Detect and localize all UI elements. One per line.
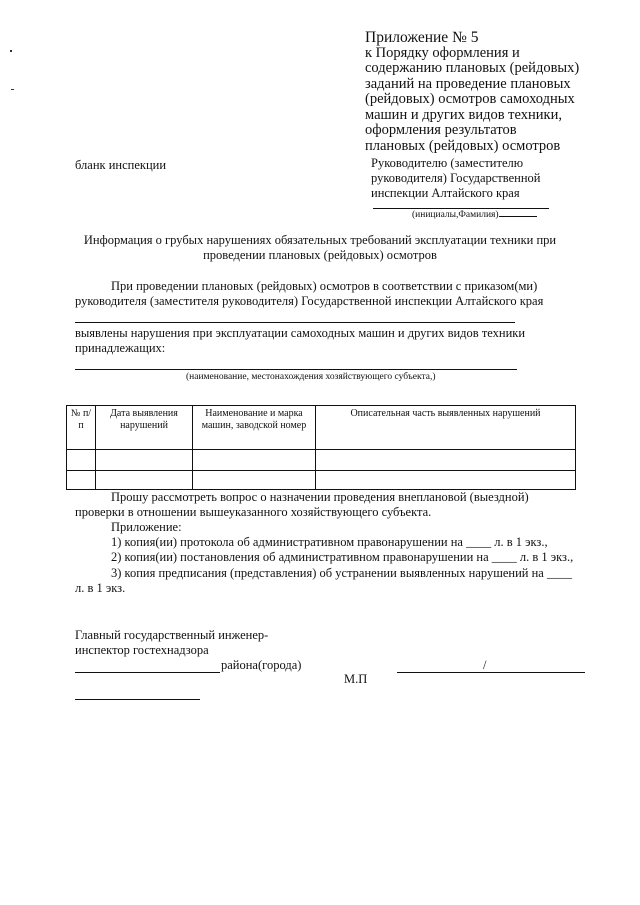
table-cell[interactable] (193, 450, 316, 471)
attachment-item-3-cont: л. в 1 экз. (75, 581, 126, 595)
table-row (67, 450, 576, 471)
subject-fill-line (75, 369, 517, 370)
date-fill-line (75, 699, 200, 700)
table-cell[interactable] (67, 450, 96, 471)
addressee-signature-line (373, 208, 549, 209)
col-header-date: Дата выявления нарушений (96, 406, 193, 450)
district-fill-line (75, 672, 220, 673)
addressee-hint (412, 210, 537, 220)
scan-speck (11, 89, 14, 90)
signature-fill-line (397, 672, 585, 673)
table-row (67, 471, 576, 490)
addressee-hint-text: (инициалы,Фамилия) (412, 210, 499, 220)
table-header-row (67, 406, 576, 450)
table-cell[interactable] (67, 471, 96, 490)
appendix-line: машин и других видов техники, (365, 106, 562, 123)
appendix-line: к Порядку оформления и (365, 44, 520, 61)
request-line-2: проверки в отношении вышеуказанного хозяйствующего субъекта. (75, 505, 432, 519)
attachment-item-1: 1) копия(ии) протокола об административном правонарушении на ____ л. в 1 экз., (111, 535, 548, 549)
title-line: проведении плановых (рейдовых) осмотров (203, 248, 437, 262)
addressee-line: инспекции Алтайского края (371, 186, 520, 200)
request-line-1: Прошу рассмотреть вопрос о назначении проведения внеплановой (выездной) (111, 490, 529, 504)
signer-title-line-1: Главный государственный инженер- (75, 628, 269, 642)
appendix-line: оформления результатов (365, 122, 517, 138)
stamp-label: М.П (344, 672, 368, 686)
scan-speck (10, 50, 12, 52)
table-cell[interactable] (96, 471, 193, 490)
appendix-block (365, 30, 605, 154)
table-cell[interactable] (96, 450, 193, 471)
intro-line-1: При проведении плановых (рейдовых) осмотров в соответствии с приказом(ми) (111, 279, 538, 293)
col-header-description: Описательная часть выявленных нарушений (316, 406, 576, 450)
blank-label: бланк инспекции (75, 158, 167, 172)
district-label: района(города) (221, 658, 302, 672)
signature-slash: / (483, 658, 487, 672)
attachment-label: Приложение: (111, 520, 182, 534)
violations-table (66, 405, 576, 490)
document-title (60, 233, 580, 263)
title-line: Информация о грубых нарушениях обязательных требований эксплуатации техники при (83, 233, 557, 247)
intro-line-4: принадлежащих: (75, 341, 166, 355)
attachment-item-3: 3) копия предписания (представления) об устранении выявленных нарушений на ____ (111, 566, 572, 580)
intro-line-2: руководителя (заместителя руководителя) Государственной инспекции Алтайского края (75, 294, 544, 308)
signer-title-line-2: инспектор гостехнадзора (75, 643, 209, 657)
subject-hint: (наименование, местонахождения хозяйствующего субъекта,) (186, 372, 436, 382)
table-cell[interactable] (316, 471, 576, 490)
appendix-line: плановых (рейдовых) осмотров (365, 137, 561, 154)
intro-line-3: выявлены нарушения при эксплуатации самоходных машин и других видов техники (75, 326, 526, 340)
addressee-line: руководителя) Государственной (371, 171, 541, 185)
table-cell[interactable] (316, 450, 576, 471)
addressee-block (371, 156, 601, 201)
order-fill-line (75, 322, 515, 323)
appendix-title: Приложение № 5 (365, 29, 479, 46)
appendix-line: (рейдовых) осмотров самоходных (365, 91, 575, 107)
attachment-item-2: 2) копия(ии) постановления об административном правонарушении на ____ л. в 1 экз., (111, 550, 574, 564)
col-header-machine: Наименование и марка машин, заводской номер (193, 406, 316, 450)
appendix-line: заданий на проведение плановых (365, 75, 571, 92)
appendix-line: содержанию плановых (рейдовых) (365, 60, 580, 76)
col-header-number: № п/п (67, 406, 96, 450)
table-cell[interactable] (193, 471, 316, 490)
addressee-line: Руководителю (заместителю (371, 156, 524, 170)
